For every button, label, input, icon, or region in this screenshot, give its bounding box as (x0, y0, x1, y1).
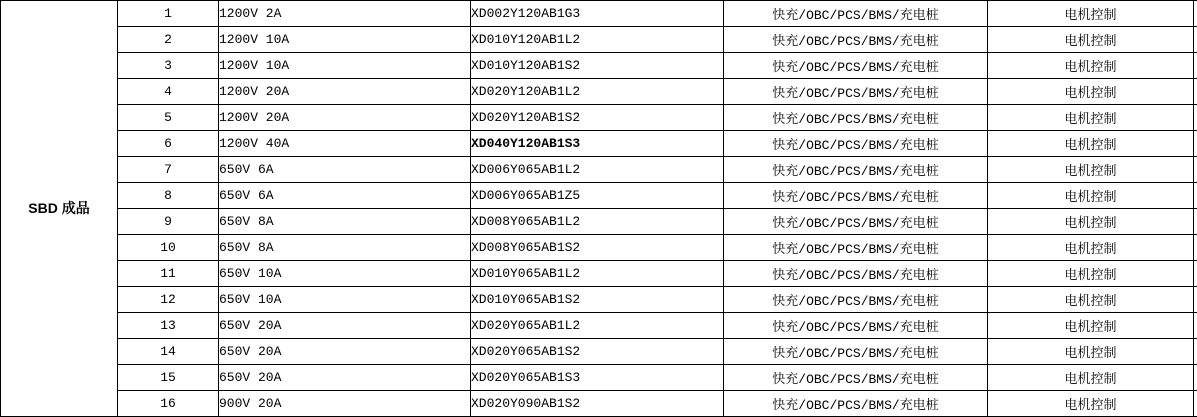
cut-off-column-sliver (1194, 391, 1197, 417)
part-number-cell: XD040Y120AB1S3 (471, 131, 724, 157)
table-row (1, 287, 1197, 313)
market-cell: 电机控制 (988, 183, 1194, 209)
spec-cell: 900V 20A (219, 391, 471, 417)
applications-cell: 快充/OBC/PCS/BMS/充电桩 (724, 209, 988, 235)
part-number-cell: XD020Y090AB1S2 (471, 391, 724, 417)
row-number-cell: 1 (118, 1, 219, 27)
cut-off-column-sliver (1194, 105, 1197, 131)
table-row (1, 79, 1197, 105)
applications-cell: 快充/OBC/PCS/BMS/充电桩 (724, 391, 988, 417)
applications-cell: 快充/OBC/PCS/BMS/充电桩 (724, 365, 988, 391)
row-number-cell: 10 (118, 235, 219, 261)
row-number-cell: 8 (118, 183, 219, 209)
cut-off-column-sliver (1194, 209, 1197, 235)
market-cell: 电机控制 (988, 287, 1194, 313)
part-number-cell: XD002Y120AB1G3 (471, 1, 724, 27)
cut-off-column-sliver (1194, 313, 1197, 339)
table-body (1, 1, 1197, 417)
table-row (1, 131, 1197, 157)
spec-cell: 1200V 2A (219, 1, 471, 27)
part-number-cell: XD010Y065AB1L2 (471, 261, 724, 287)
market-cell: 电机控制 (988, 105, 1194, 131)
row-number-cell: 12 (118, 287, 219, 313)
part-number-cell: XD020Y120AB1L2 (471, 79, 724, 105)
spec-cell: 1200V 40A (219, 131, 471, 157)
market-cell: 电机控制 (988, 209, 1194, 235)
cut-off-column-sliver (1194, 79, 1197, 105)
table-row (1, 27, 1197, 53)
table-row (1, 209, 1197, 235)
cut-off-column-sliver (1194, 27, 1197, 53)
market-cell: 电机控制 (988, 261, 1194, 287)
table-row (1, 261, 1197, 287)
spec-cell: 650V 6A (219, 183, 471, 209)
table-row (1, 235, 1197, 261)
cut-off-column-sliver (1194, 287, 1197, 313)
part-number-cell: XD010Y120AB1S2 (471, 53, 724, 79)
spec-cell: 1200V 20A (219, 79, 471, 105)
market-cell: 电机控制 (988, 53, 1194, 79)
row-number-cell: 15 (118, 365, 219, 391)
applications-cell: 快充/OBC/PCS/BMS/充电桩 (724, 157, 988, 183)
cut-off-column-sliver (1194, 53, 1197, 79)
spec-cell: 1200V 10A (219, 27, 471, 53)
row-number-cell: 6 (118, 131, 219, 157)
spec-cell: 1200V 20A (219, 105, 471, 131)
table-row (1, 53, 1197, 79)
spec-cell: 650V 20A (219, 313, 471, 339)
applications-cell: 快充/OBC/PCS/BMS/充电桩 (724, 79, 988, 105)
table-row (1, 339, 1197, 365)
cut-off-column-sliver (1194, 131, 1197, 157)
spec-cell: 650V 10A (219, 261, 471, 287)
spec-cell: 650V 20A (219, 365, 471, 391)
cut-off-column-sliver (1194, 157, 1197, 183)
applications-cell: 快充/OBC/PCS/BMS/充电桩 (724, 287, 988, 313)
part-number-cell: XD020Y065AB1S3 (471, 365, 724, 391)
table-row (1, 183, 1197, 209)
applications-cell: 快充/OBC/PCS/BMS/充电桩 (724, 313, 988, 339)
applications-cell: 快充/OBC/PCS/BMS/充电桩 (724, 131, 988, 157)
table-row (1, 105, 1197, 131)
row-number-cell: 2 (118, 27, 219, 53)
spec-cell: 650V 8A (219, 235, 471, 261)
market-cell: 电机控制 (988, 131, 1194, 157)
applications-cell: 快充/OBC/PCS/BMS/充电桩 (724, 235, 988, 261)
market-cell: 电机控制 (988, 1, 1194, 27)
market-cell: 电机控制 (988, 365, 1194, 391)
applications-cell: 快充/OBC/PCS/BMS/充电桩 (724, 27, 988, 53)
market-cell: 电机控制 (988, 313, 1194, 339)
market-cell: 电机控制 (988, 235, 1194, 261)
part-number-cell: XD006Y065AB1L2 (471, 157, 724, 183)
market-cell: 电机控制 (988, 391, 1194, 417)
part-number-cell: XD010Y120AB1L2 (471, 27, 724, 53)
row-number-cell: 14 (118, 339, 219, 365)
spec-cell: 650V 20A (219, 339, 471, 365)
spec-cell: 650V 6A (219, 157, 471, 183)
row-number-cell: 3 (118, 53, 219, 79)
cut-off-column-sliver (1194, 339, 1197, 365)
row-number-cell: 4 (118, 79, 219, 105)
table-row (1, 391, 1197, 417)
row-number-cell: 16 (118, 391, 219, 417)
cut-off-column-sliver (1194, 183, 1197, 209)
market-cell: 电机控制 (988, 157, 1194, 183)
cut-off-column-sliver (1194, 1, 1197, 27)
part-number-cell: XD020Y120AB1S2 (471, 105, 724, 131)
part-number-cell: XD010Y065AB1S2 (471, 287, 724, 313)
applications-cell: 快充/OBC/PCS/BMS/充电桩 (724, 339, 988, 365)
applications-cell: 快充/OBC/PCS/BMS/充电桩 (724, 1, 988, 27)
spec-cell: 650V 10A (219, 287, 471, 313)
part-number-cell: XD006Y065AB1Z5 (471, 183, 724, 209)
cut-off-column-sliver (1194, 261, 1197, 287)
applications-cell: 快充/OBC/PCS/BMS/充电桩 (724, 183, 988, 209)
applications-cell: 快充/OBC/PCS/BMS/充电桩 (724, 261, 988, 287)
category-cell: SBD 成品 (1, 1, 118, 417)
row-number-cell: 13 (118, 313, 219, 339)
part-number-cell: XD020Y065AB1L2 (471, 313, 724, 339)
row-number-cell: 7 (118, 157, 219, 183)
cut-off-column-sliver (1194, 365, 1197, 391)
market-cell: 电机控制 (988, 79, 1194, 105)
market-cell: 电机控制 (988, 27, 1194, 53)
spec-cell: 1200V 10A (219, 53, 471, 79)
table-row (1, 365, 1197, 391)
spec-cell: 650V 8A (219, 209, 471, 235)
market-cell: 电机控制 (988, 339, 1194, 365)
cut-off-column-sliver (1194, 235, 1197, 261)
row-number-cell: 5 (118, 105, 219, 131)
row-number-cell: 9 (118, 209, 219, 235)
row-number-cell: 11 (118, 261, 219, 287)
table-row (1, 157, 1197, 183)
applications-cell: 快充/OBC/PCS/BMS/充电桩 (724, 53, 988, 79)
part-number-cell: XD008Y065AB1S2 (471, 235, 724, 261)
table-row (1, 313, 1197, 339)
part-number-cell: XD008Y065AB1L2 (471, 209, 724, 235)
part-number-cell: XD020Y065AB1S2 (471, 339, 724, 365)
table-row (1, 1, 1197, 27)
applications-cell: 快充/OBC/PCS/BMS/充电桩 (724, 105, 988, 131)
